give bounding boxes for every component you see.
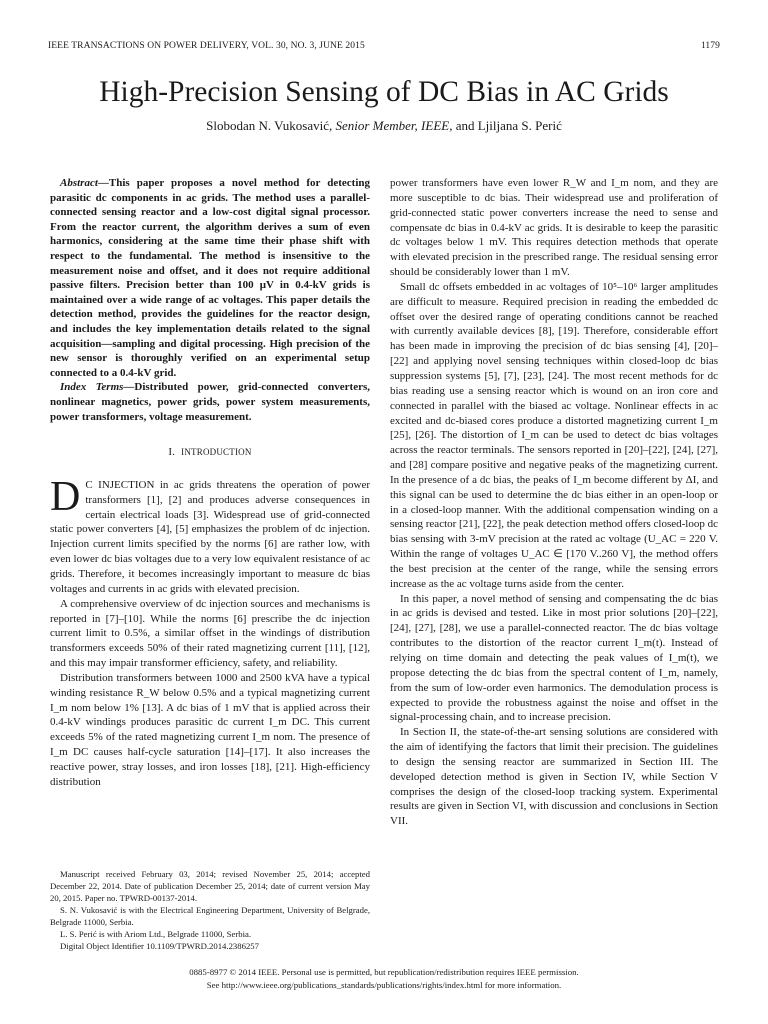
abstract-text: This paper proposes a novel method for detecting parasitic dc components in ac grids. The method uses a parallel-connected sensing reactor and a low-cost digital signal processor. From the reactor current, the algorithm derives a sum of even harmonics, considering at the same time their phase shift with respect to the fundamental. The method is insensitive to the measurement noise and offset, and it does not require additional passive filters. Precision better than 100 μV in 0.4-kV grids is maintained over a wide range of ac voltages. This paper details the detection method, provides the guidelines for the reactor design, and includes the key implementation details related to the signal acquisition—sampling and digital processing. High precision of the new sensor is thoroughly verified on an experimental setup connected to a 0.4-kV grid. bbox=[50, 177, 370, 379]
author-1-role: Senior Member, IEEE, bbox=[335, 118, 453, 133]
abstract-label: Abstract— bbox=[60, 177, 109, 189]
footnote-manuscript: Manuscript received February 03, 2014; revised November 25, 2014; accepted December 22, 2014. Date of publication December 25, 2014; date of current version May 20, 2015. Paper no. TPWRD-00137-2014. bbox=[50, 869, 370, 903]
footnote-author-2: L. S. Perić is with Ariom Ltd., Belgrade 11000, Serbia. bbox=[60, 929, 252, 939]
section-number: I. bbox=[168, 446, 176, 459]
section-title: INTRODUCTION bbox=[181, 447, 252, 458]
author-2-name: Ljiljana S. Perić bbox=[477, 118, 562, 133]
intro-paragraph-1: C INJECTION in ac grids threatens the operation of power transformers [1], [2] and produces adverse consequences in certain electrical loads [3]. Widespread use of grid-connected static power converters [4], [5] emphasizes the problem of dc injection. Injection current limits specified by the norms [6] are rather low, with even lower dc bias voltages due to a very low equivalent resistance of ac grids. Therefore, it becomes increasingly important to measure dc bias voltages and currents in ac grids with elevated precision. bbox=[50, 478, 370, 595]
paper-title: High-Precision Sensing of DC Bias in AC Grids bbox=[99, 76, 669, 108]
index-terms bbox=[50, 380, 370, 424]
journal-name: IEEE TRANSACTIONS ON POWER DELIVERY, VOL. 30, NO. 3, JUNE 2015 bbox=[48, 41, 365, 51]
left-column bbox=[50, 176, 370, 790]
copyright-line: 0885-8977 © 2014 IEEE. Personal use is permitted, but republication/redistribution requires IEEE permission. bbox=[189, 967, 579, 977]
right-column bbox=[390, 176, 718, 829]
drop-cap: D bbox=[50, 473, 81, 520]
footnotes bbox=[50, 868, 370, 952]
author-1-name: Slobodan N. Vukosavić, bbox=[206, 118, 333, 133]
footnote-doi: Digital Object Identifier 10.1109/TPWRD.2014.2386257 bbox=[60, 941, 259, 951]
intro-body bbox=[50, 473, 370, 790]
intro-paragraph-3: Distribution transformers between 1000 and 2500 kVA have a typical winding resistance R_W below 0.5% and a typical magnetizing current I_m nom below 1% [13]. A dc bias of 1 mV that is applied across their 0.4-kV windings produces parasitic dc current I_m DC. This current exceeds 5% of the rated magnetizing current I_m nom. The presence of I_m DC causes half-cycle saturation [14]–[17]. It also increases the reactive power, stray losses, and iron losses [18], [21]. High-efficiency distribution bbox=[50, 671, 370, 788]
abstract bbox=[50, 176, 370, 380]
right-paragraph-3: In this paper, a novel method of sensing and compensating the dc bias in ac grids is devised and tested. Like in most prior solutions [20]–[22], [24], [27], [28], we use a parallel-connected reactor. The dc bias voltage contributes to the distortion of the reactor current I_m(t). Instead of relying on time domain and detecting the peak values of I_m(t), we propose detecting the dc bias from the spectral content of I_m, namely, from the sum of low-order even harmonics. The demodulation process is expected to provide the robustness against the noise and offset in the signal-processing chain, and to increase precision. bbox=[390, 592, 718, 724]
author-conjunction: and bbox=[455, 118, 475, 133]
intro-paragraph-2: A comprehensive overview of dc injection sources and mechanisms is reported in [7]–[10]. While the norms [6] prescribe the dc injection current limit to 0.5%, a similar offset in the windings of distribution transformers exceeds 50% of their rated magnetizing current [11], [12], and this may impair transformer efficiency, safety, and reliability. bbox=[50, 597, 370, 670]
index-terms-label: Index Terms— bbox=[60, 381, 135, 394]
index-terms-text: Distributed power, grid-connected converters, nonlinear magnetics, power grids, power system measurements, power transformers, voltage measurement. bbox=[50, 381, 370, 423]
section-heading-introduction bbox=[50, 445, 370, 460]
right-paragraph-4: In Section II, the state-of-the-art sensing solutions are considered with the aim of identifying the factors that limit their precision. The guidelines to design the sensing reactor are summarized in Section III. The developed detection method is given in Section IV, while Section V comprises the design of the closed-loop tracking system. Experimental results are given in Section VI, with discussion and conclusions in Section VII. bbox=[390, 726, 718, 828]
running-header bbox=[48, 41, 720, 55]
rights-url-line: See http://www.ieee.org/publications_standards/publications/rights/index.html for more information. bbox=[206, 980, 562, 990]
right-paragraph-1: power transformers have even lower R_W and I_m nom, and they are more susceptible to dc bias. Their widespread use and proliferation of grid-connected static power converters increase the need to sense and compensate dc bias in 0.4-kV ac grids. It is desirable to keep the parasitic dc voltages below 1 mV. This requires detection methods that operate with elevated precision in the prescribed range. The residual sensing error should be considerably lower than 1 mV. bbox=[390, 177, 718, 279]
copyright-footer bbox=[0, 966, 768, 992]
footnote-author-1: S. N. Vukosavić is with the Electrical Engineering Department, University of Belgrade, Belgrade 11000, Serbia. bbox=[50, 905, 370, 927]
page-number: 1179 bbox=[700, 41, 720, 51]
right-paragraph-2: Small dc offsets embedded in ac voltages of 10⁵–10⁶ larger amplitudes are difficult to measure. Required precision in reading the embedded dc offset over the desired range of operating conditions cannot be reached with currently available devices [8], [19]. Therefore, considerable effort has been made in improving the precision of dc bias sensing [4], [20]–[22] and applying novel sensing techniques within closed-loop dc bias suppression systems [5], [7], [23], [24]. The most recent methods for dc bias reading use a sensing reactor which is wound on an iron core and connected in parallel with the biased ac voltage. Nonlinear effects in ac excited and dc-biased cores produce a distorted magnetizing current I_m [25], [26]. The distortion of I_m can be used to detect dc bias voltages across the reactor terminals. The sensors reported in [20]–[22], [24], [27], and [28] compare positive and negative peaks of the magnetizing current. In the presence of a dc bias, the peaks of I_m become different by ΔI, and this signal can be used to determine the dc bias either in an open-loop or in a closed-loop manner. With the additional compensation winding on a sensing reactor [21], [22], the peak detection method offers closed-loop dc bias sensing with 3-mV precision at the rated ac voltage (U_AC = 220 V. Within the range of voltages U_AC ∈ [170 V..260 V], the method offers the best precision at the center of the range, while the sensing errors increase as the ac voltage turns aside from the center. bbox=[390, 280, 718, 590]
author-line bbox=[0, 118, 768, 134]
